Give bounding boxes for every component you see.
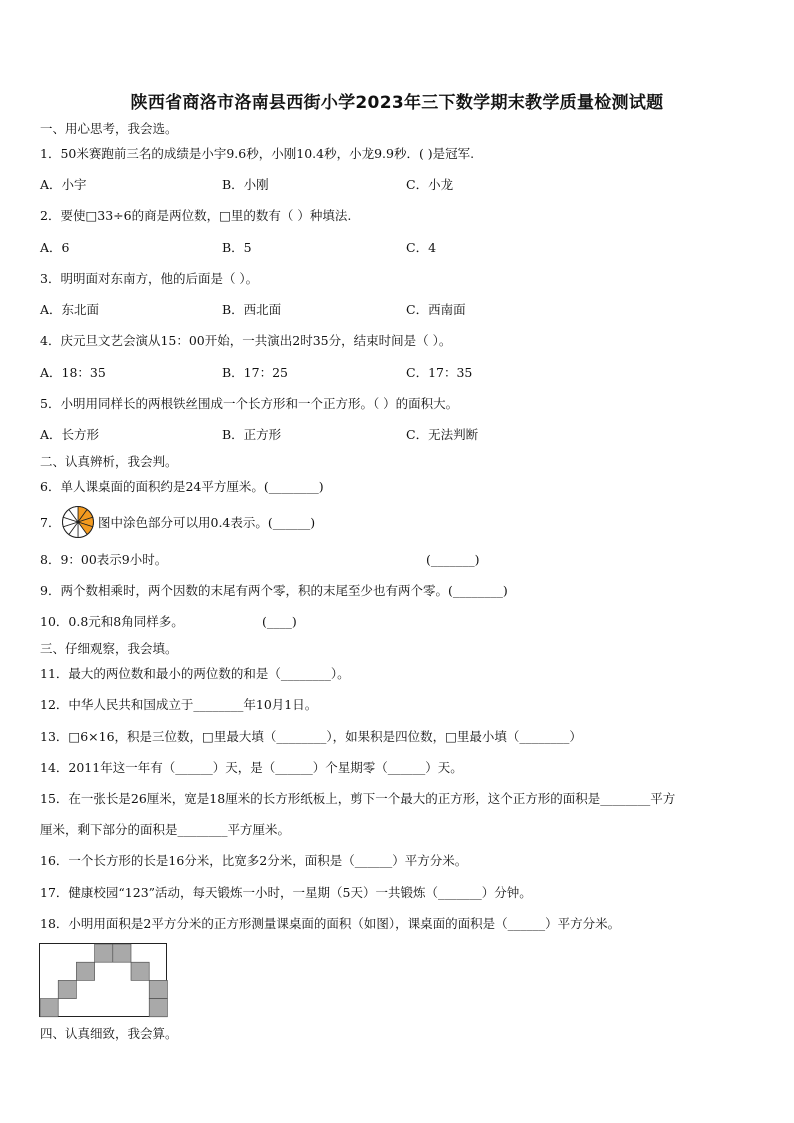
desk-tile-square [149,980,167,998]
section-1-heading: 一、用心思考，我会选。 [40,121,178,136]
q4-option-a: A．18：35 [40,365,106,380]
desk-tile-square [76,962,94,980]
question-5: 5．小明用同样长的两根铁丝围成一个长方形和一个正方形。（ ）的面积大。 [40,396,459,411]
desk-tile-square [149,999,167,1017]
section-2-heading: 二、认真辨析，我会判。 [40,454,178,469]
q5-option-b: B．正方形 [222,427,282,442]
question-9: 9．两个数相乘时，两个因数的末尾有两个零，积的末尾至少也有两个零。(________) [40,583,508,598]
q1-option-c: C．小龙 [406,177,454,192]
question-7: 图中涂色部分可以用0.4表示。(______) [98,515,316,530]
question-4: 4．庆元旦文艺会演从15：00开始，一共演出2时35分，结束时间是（ ）。 [40,333,452,348]
desk-tile-square [113,944,131,962]
q2-option-b: B．5 [222,240,252,255]
question-8-blank: (_______) [426,552,480,567]
section-3-heading: 三、仔细观察，我会填。 [40,641,178,656]
question-7-number: 7． [40,515,61,530]
desk-tile-square [131,962,149,980]
q5-option-a: A．长方形 [40,427,100,442]
question-10: 10．0.8元和8角同样多。 [40,614,184,629]
desk-tile-square [95,944,113,962]
question-6: 6．单人课桌面的面积约是24平方厘米。(________) [40,479,324,494]
q4-option-b: B．17：25 [222,365,288,380]
question-14: 14．2011年这一年有（______）天，是（______）个星期零（______）天。 [40,760,463,775]
q4-option-c: C．17：35 [406,365,473,380]
desk-tiling-figure [39,943,167,1018]
question-10-blank: (____) [262,614,297,629]
question-2: 2．要使□33÷6的商是两位数，□里的数有（ ）种填法. [40,208,352,223]
question-18: 18．小明用面积是2平方分米的正方形测量课桌面的面积（如图），课桌面的面积是（______）平方分米。 [40,916,621,931]
question-8: 8．9：00表示9小时。 [40,552,168,567]
q5-option-c: C．无法判断 [406,427,479,442]
q3-option-b: B．西北面 [222,302,282,317]
question-1: 1．50米赛跑前三名的成绩是小宇9.6秒，小刚10.4秒，小龙9.9秒．( )是冠军. [40,146,475,161]
q2-option-a: A．6 [40,240,70,255]
section-4-heading: 四、认真细致，我会算。 [40,1026,178,1041]
q1-option-b: B．小刚 [222,177,269,192]
question-12: 12．中华人民共和国成立于________年10月1日。 [40,697,318,712]
q3-option-c: C．西南面 [406,302,466,317]
pie-fraction-figure [61,505,95,539]
question-11: 11．最大的两位数和最小的两位数的和是（________）。 [40,666,350,681]
q3-option-a: A．东北面 [40,302,100,317]
page-title: 陕西省商洛市洛南县西街小学2023年三下数学期末教学质量检测试题 [130,93,664,113]
q2-option-c: C．4 [406,240,437,255]
question-16: 16．一个长方形的长是16分米，比宽多2分米，面积是（______）平方分米。 [40,853,468,868]
desk-tile-square [40,999,58,1017]
question-17: 17．健康校园“123”活动，每天锻炼一小时，一星期（5天）一共锻炼（_______）分钟。 [40,885,532,900]
q1-option-a: A．小宇 [40,177,87,192]
desk-tile-square [58,980,76,998]
question-3: 3．明明面对东南方，他的后面是（ ）。 [40,271,259,286]
question-13: 13．□6×16，积是三位数，□里最大填（________），如果积是四位数，□里最小填（________） [40,729,582,744]
question-15-line-1: 15．在一张长是26厘米，宽是18厘米的长方形纸板上，剪下一个最大的正方形，这个正方形的面积是________平方 [40,791,676,806]
question-15-line-2: 厘米，剩下部分的面积是________平方厘米。 [40,822,291,837]
